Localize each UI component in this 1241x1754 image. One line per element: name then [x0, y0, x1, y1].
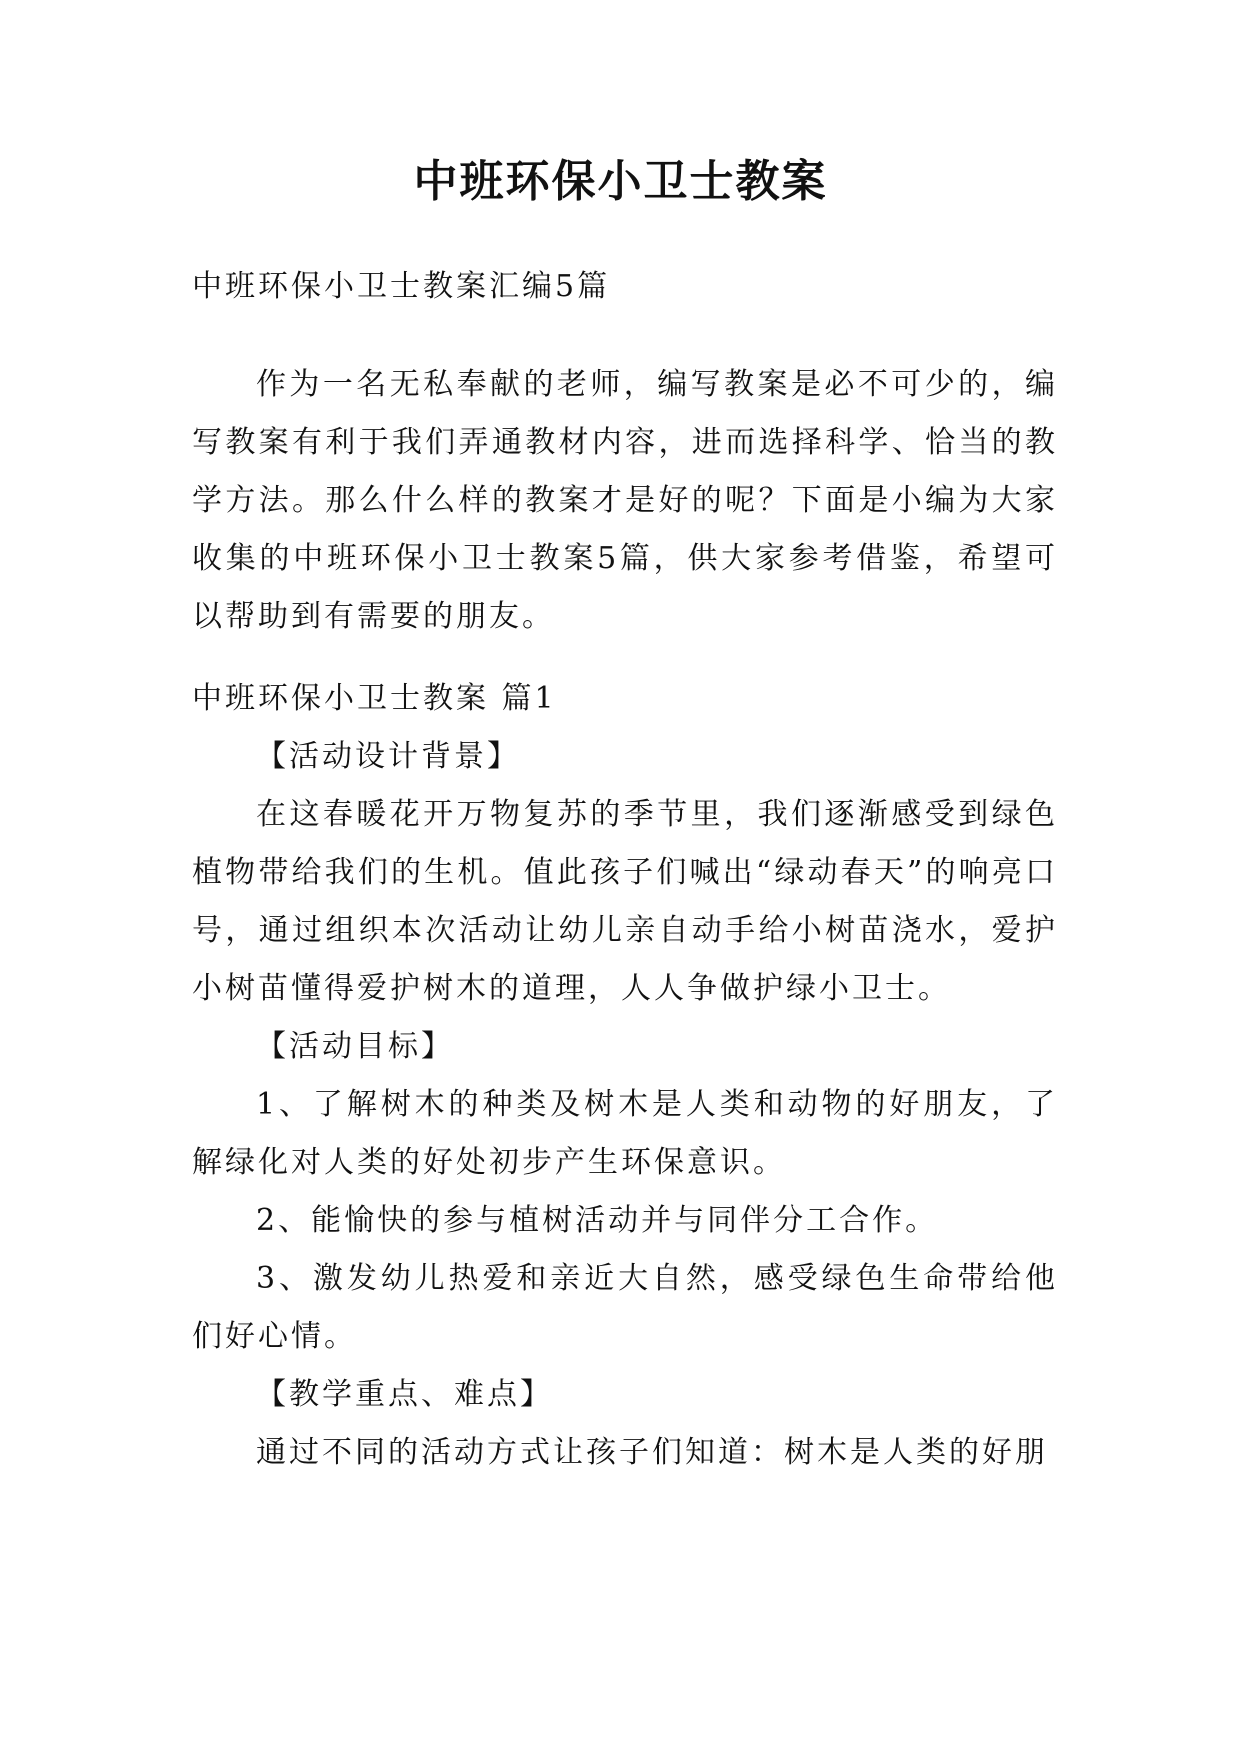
key-points-paragraph: 通过不同的活动方式让孩子们知道：树木是人类的好朋	[256, 1435, 1048, 1470]
background-paragraph: 在这春暖花开万物复苏的季节里，我们逐渐感受到绿色植物带给我们的生机。值此孩子们喊出“绿动春天”的响亮口号，通过组织本次活动让幼儿亲自动手给小树苗浇水，爱护小树苗懂得爱护树木的道理，人人争做护绿小卫士。	[192, 797, 1058, 1006]
goal-item-3: 3、激发幼儿热爱和亲近大自然，感受绿色生命带给他们好心情。	[192, 1261, 1058, 1354]
intro-block	[192, 356, 1058, 646]
goal-item-1: 1、了解树木的种类及树木是人类和动物的好朋友，了解绿化对人类的好处初步产生环保意识。	[192, 1087, 1058, 1180]
page-title: 中班环保小卫士教案	[413, 156, 828, 207]
document-subtitle: 中班环保小卫士教案汇编5篇	[192, 269, 611, 304]
subtitle-block	[192, 258, 1058, 316]
section-1	[192, 670, 1058, 1482]
background-heading: 【活动设计背景】	[256, 739, 520, 774]
section-1-heading: 中班环保小卫士教案 篇1	[192, 681, 557, 716]
intro-paragraph: 作为一名无私奉献的老师，编写教案是必不可少的，编写教案有利于我们弄通教材内容，进而选择科学、恰当的教学方法。那么什么样的教案才是好的呢？下面是小编为大家收集的中班环保小卫士教案5篇，供大家参考借鉴，希望可以帮助到有需要的朋友。	[192, 367, 1058, 634]
key-points-heading: 【教学重点、难点】	[256, 1377, 553, 1412]
goal-item-2: 2、能愉快的参与植树活动并与同伴分工合作。	[256, 1203, 939, 1238]
goals-heading: 【活动目标】	[256, 1029, 454, 1064]
